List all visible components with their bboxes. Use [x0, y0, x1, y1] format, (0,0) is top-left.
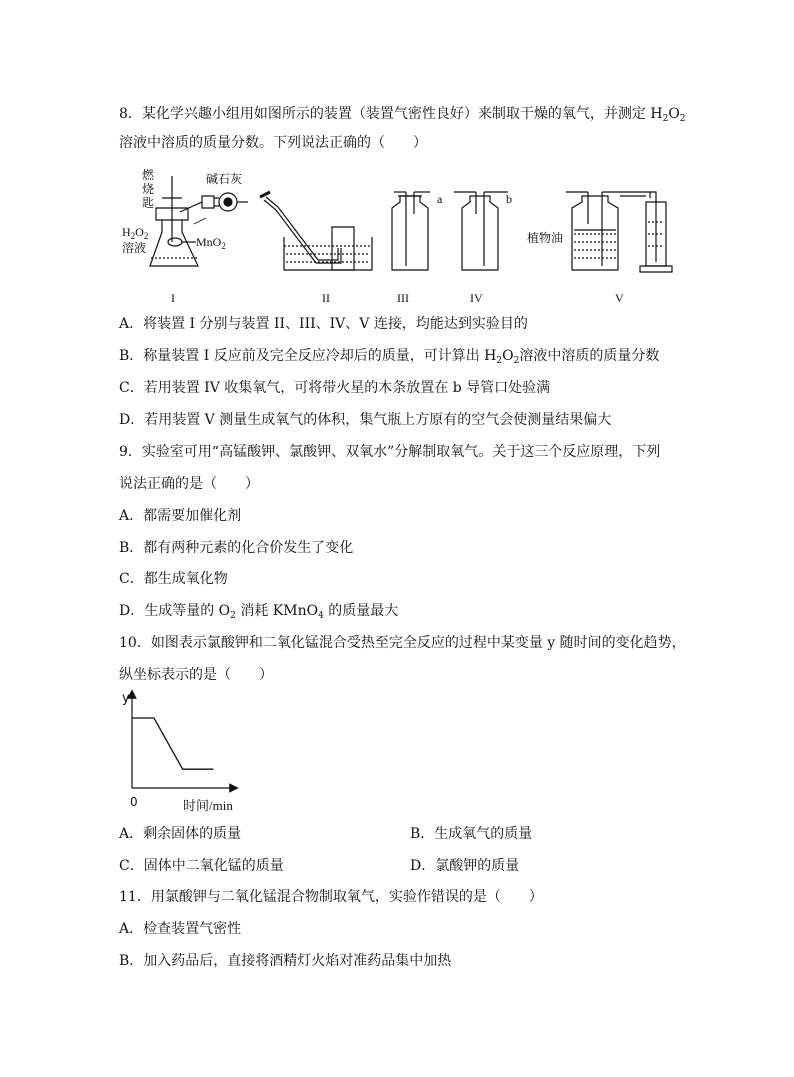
label-I: I [171, 291, 175, 305]
port-a-label: a [437, 192, 443, 206]
apparatus-III [392, 192, 430, 270]
q8-option-a: A．将装置 I 分别与装置 II、III、IV、V 连接，均能达到实验目的 [119, 316, 528, 332]
series-line [132, 718, 213, 769]
h2o2-label: $H_2O_2$ [122, 225, 149, 241]
apparatus-II [260, 192, 372, 270]
q9-option-d: D．生成等量的 $O_2$ 消耗 KMnO$_4$ 的质量最大 [119, 603, 399, 621]
origin-label: 0 [130, 795, 138, 809]
q11-option-b: B．加入药品后，直接将酒精灯火焰对准药品集中加热 [119, 953, 452, 969]
q9-stem-line2: 说法正确的是（ ） [119, 476, 259, 492]
label-V: V [615, 291, 624, 305]
label-III: III [397, 291, 409, 305]
q9-option-a: A．都需要加催化剂 [119, 508, 242, 524]
q8-stem-line2: 溶液中溶质的质量分数。下列说法正确的（ ） [119, 135, 427, 151]
q10-option-b: B．生成氧气的质量 [410, 826, 533, 842]
q11-stem: 11．用氯酸钾与二氧化锰混合物制取氧气，实验作错误的是（ ） [119, 889, 543, 905]
apparatus-I [150, 176, 248, 266]
apparatus-IV [454, 192, 508, 270]
q10-option-a: A．剩余固体的质量 [119, 826, 242, 842]
q10-option-c: C．固体中二氧化锰的质量 [119, 858, 284, 874]
x-axis-label: 时间/min [183, 798, 233, 813]
label-II: II [322, 291, 330, 305]
q11-option-a: A．检查装置气密性 [119, 921, 242, 937]
q10-option-d: D．氯酸钾的质量 [410, 858, 520, 874]
funnel-label: 燃 烧 匙 [142, 168, 155, 210]
q9-stem-line1: 9．实验室可用“高锰酸钾、氯酸钾、双氧水”分解制取氧气。关于这三个反应原理，下列 [119, 444, 661, 460]
mno2-label: MnO$_2$ [196, 235, 226, 251]
q8-stem-line1: 8．某化学兴趣小组用如图所示的装置（装置气密性良好）来制取干燥的氧气，并测定 $H_2O_2$ [119, 106, 686, 124]
q8-option-b: B．称量装置 I 反应前及完全反应冷却后的质量，可计算出 $H_2O_2$溶液中溶质的质量分数 [119, 348, 660, 366]
q8-option-c: C．若用装置 IV 收集氧气，可将带火星的木条放置在 b 导管口处验满 [119, 380, 551, 396]
apparatus-V [566, 192, 672, 272]
port-b-label: b [506, 192, 512, 206]
vegetable-oil-label: 植物油 [527, 231, 564, 245]
q9-option-b: B．都有两种元素的化合价发生了变化 [119, 540, 354, 556]
label-IV: IV [470, 291, 483, 305]
y-axis-label: y [122, 691, 130, 706]
solution-label: 溶液 [122, 241, 147, 255]
q8-option-d: D．若用装置 V 测量生成氧气的体积，集气瓶上方原有的空气会使测量结果偏大 [119, 412, 612, 428]
soda-lime-label: 碱石灰 [206, 172, 243, 186]
q9-option-c: C．都生成氧化物 [119, 571, 228, 587]
q10-stem-line2: 纵坐标表示的是（ ） [119, 667, 273, 683]
q10-stem-line1: 10．如图表示氯酸钾和二氧化锰混合受热至完全反应的过程中某变量 y 随时间的变化趋势， [119, 635, 686, 651]
q10-chart [110, 686, 250, 812]
